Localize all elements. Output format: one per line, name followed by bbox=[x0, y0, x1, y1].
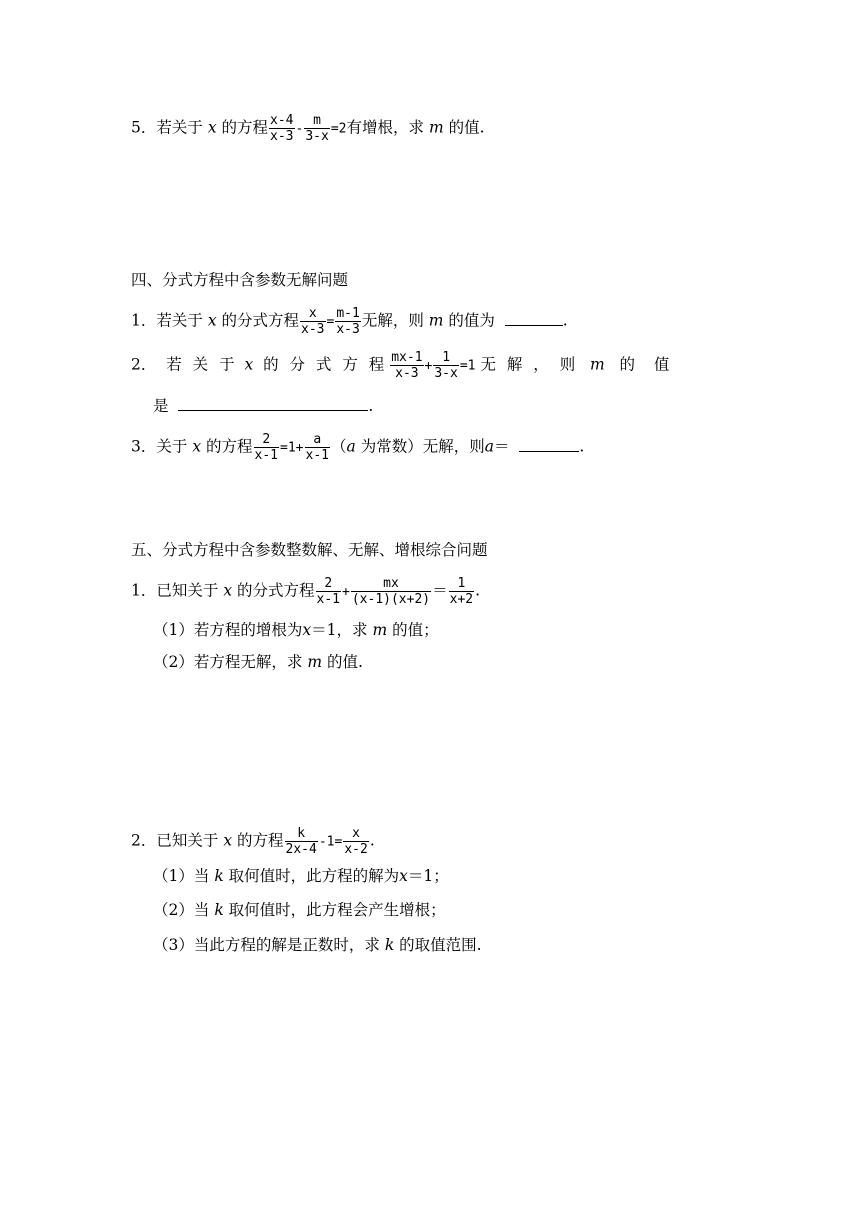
var-x: x bbox=[302, 621, 312, 639]
text: （1）当 bbox=[153, 867, 210, 885]
question-number: 2． bbox=[131, 831, 157, 850]
operator: + bbox=[424, 358, 433, 374]
var-x: x bbox=[223, 831, 233, 850]
text: ＝1，求 bbox=[311, 621, 368, 639]
question-number: 5． bbox=[131, 118, 157, 137]
var-x: x bbox=[399, 867, 408, 885]
denominator: x-3 bbox=[336, 322, 360, 337]
denominator: x-3 bbox=[395, 366, 419, 381]
period: . bbox=[368, 397, 374, 415]
text: 的 分 式 方 程 bbox=[263, 355, 385, 374]
var-m: m bbox=[372, 621, 388, 639]
text: （2）若方程无解，求 bbox=[153, 653, 303, 671]
question-number: 2． bbox=[131, 355, 157, 374]
fraction-1 bbox=[300, 306, 325, 337]
text: 的方程 bbox=[221, 118, 269, 137]
fraction-1 bbox=[254, 432, 279, 463]
denominator: x-2 bbox=[344, 842, 368, 857]
denominator: 3-x bbox=[305, 129, 329, 144]
var-x: x bbox=[207, 118, 217, 137]
denominator: x-1 bbox=[316, 592, 341, 607]
numerator: m bbox=[304, 113, 329, 129]
denominator: x-3 bbox=[270, 129, 294, 144]
period: . bbox=[579, 437, 585, 456]
numerator: 1 bbox=[449, 576, 474, 592]
numerator: 2 bbox=[254, 432, 279, 448]
equals: =1 bbox=[459, 358, 476, 374]
text: 取何值时，此方程的解为 bbox=[228, 867, 400, 885]
answer-blank[interactable] bbox=[505, 311, 563, 326]
denominator: x-1 bbox=[254, 448, 279, 463]
text: 无 解 ， 则 bbox=[480, 355, 576, 374]
text: 有增根，求 bbox=[346, 118, 424, 137]
var-k: k bbox=[214, 901, 224, 919]
text: 的值. bbox=[326, 653, 363, 671]
text: （3）当此方程的解是正数时，求 bbox=[153, 936, 380, 954]
var-k: k bbox=[214, 867, 224, 885]
fraction-1 bbox=[316, 576, 341, 607]
var-m: m bbox=[428, 118, 444, 137]
numerator: x-4 bbox=[270, 113, 294, 128]
text: 若 关 于 bbox=[166, 355, 235, 374]
text: （1）若方程的增根为 bbox=[153, 621, 303, 639]
text: 的值； bbox=[392, 621, 439, 639]
text: ＝ bbox=[493, 437, 510, 456]
fraction-2 bbox=[433, 350, 458, 381]
text: 的 值 bbox=[619, 355, 670, 374]
denominator: (x-1)(x+2) bbox=[351, 592, 431, 607]
expression: -1= bbox=[318, 834, 343, 850]
numerator: 2 bbox=[316, 576, 341, 592]
text: 的值为 bbox=[448, 311, 495, 330]
section-5-question-1 bbox=[131, 576, 480, 607]
section-5-title: 五、分式方程中含参数整数解、无解、增根综合问题 bbox=[131, 541, 488, 559]
text: 的取值范围. bbox=[399, 936, 482, 954]
text: 为常数）无解，则 bbox=[360, 437, 485, 456]
var-x: x bbox=[223, 581, 233, 600]
denominator: x-3 bbox=[301, 322, 325, 337]
text: ＝1； bbox=[407, 867, 449, 885]
numerator: a bbox=[305, 432, 330, 448]
question-number: 3． bbox=[131, 437, 157, 456]
equals: ＝ bbox=[432, 581, 448, 600]
text: 取何值时，此方程会产生增根； bbox=[228, 901, 446, 919]
section-5-q2-part-1 bbox=[153, 866, 449, 886]
period: . bbox=[562, 311, 568, 330]
section-5-q2-part-2 bbox=[153, 900, 446, 920]
text: 的值. bbox=[448, 118, 485, 137]
numerator: mx-1 bbox=[391, 350, 423, 365]
section-4-question-2 bbox=[131, 350, 731, 381]
fraction-2 bbox=[351, 576, 431, 607]
section-4-question-2-cont bbox=[153, 396, 373, 416]
answer-blank[interactable] bbox=[519, 437, 579, 452]
var-m: m bbox=[590, 355, 605, 374]
equals: =2 bbox=[330, 121, 347, 137]
numerator: k bbox=[285, 826, 318, 842]
fraction-2 bbox=[304, 113, 329, 144]
operator: + bbox=[342, 584, 350, 600]
text: 的方程 bbox=[237, 831, 284, 850]
var-m: m bbox=[428, 311, 444, 330]
numerator: 1 bbox=[433, 350, 458, 366]
text: 若关于 bbox=[156, 311, 203, 330]
numerator: mx bbox=[351, 576, 431, 592]
text: （ bbox=[330, 437, 347, 456]
section-4-question-3 bbox=[131, 432, 584, 463]
var-m: m bbox=[307, 653, 323, 671]
section-5-q1-part-1 bbox=[153, 620, 439, 640]
period: . bbox=[475, 581, 481, 600]
text: 的分式方程 bbox=[237, 581, 315, 600]
text: 若关于 bbox=[156, 118, 203, 137]
text: 无解，则 bbox=[361, 311, 424, 330]
question-5 bbox=[131, 113, 485, 144]
fraction-1 bbox=[390, 350, 423, 381]
answer-blank[interactable] bbox=[178, 396, 368, 411]
text: 的方程 bbox=[206, 437, 253, 456]
var-x: x bbox=[244, 355, 254, 374]
fraction-2 bbox=[305, 432, 330, 463]
fraction-2 bbox=[335, 306, 360, 337]
denominator: x-1 bbox=[305, 448, 329, 463]
var-a: a bbox=[346, 437, 356, 456]
section-4-question-1 bbox=[131, 306, 568, 337]
var-x: x bbox=[192, 437, 202, 456]
section-5-q2-part-3 bbox=[153, 935, 482, 955]
fraction-2 bbox=[343, 826, 368, 857]
var-x: x bbox=[207, 311, 217, 330]
section-4-title: 四、分式方程中含参数无解问题 bbox=[131, 271, 349, 289]
fraction-3 bbox=[449, 576, 474, 607]
fraction-1 bbox=[269, 113, 294, 144]
text: 是 bbox=[153, 397, 169, 415]
expression: =1+ bbox=[280, 440, 304, 456]
period: . bbox=[369, 831, 375, 850]
text: 已知关于 bbox=[156, 831, 219, 850]
denominator: x+2 bbox=[449, 592, 474, 607]
operator: - bbox=[295, 121, 304, 137]
text: （2）当 bbox=[153, 901, 210, 919]
fraction-1 bbox=[285, 826, 318, 857]
denominator: 2x-4 bbox=[285, 842, 317, 857]
section-5-q1-part-2 bbox=[153, 652, 363, 672]
numerator: x bbox=[300, 306, 325, 322]
var-k: k bbox=[384, 936, 395, 954]
denominator: 3-x bbox=[434, 366, 458, 381]
equals: = bbox=[326, 314, 335, 330]
question-number: 1． bbox=[131, 581, 157, 600]
question-number: 1． bbox=[131, 311, 157, 330]
text: 的分式方程 bbox=[221, 311, 300, 330]
text: 已知关于 bbox=[156, 581, 219, 600]
section-5-question-2 bbox=[131, 826, 375, 857]
var-a: a bbox=[484, 437, 494, 456]
numerator: m-1 bbox=[336, 306, 360, 321]
numerator: x bbox=[343, 826, 368, 842]
text: 关于 bbox=[156, 437, 188, 456]
